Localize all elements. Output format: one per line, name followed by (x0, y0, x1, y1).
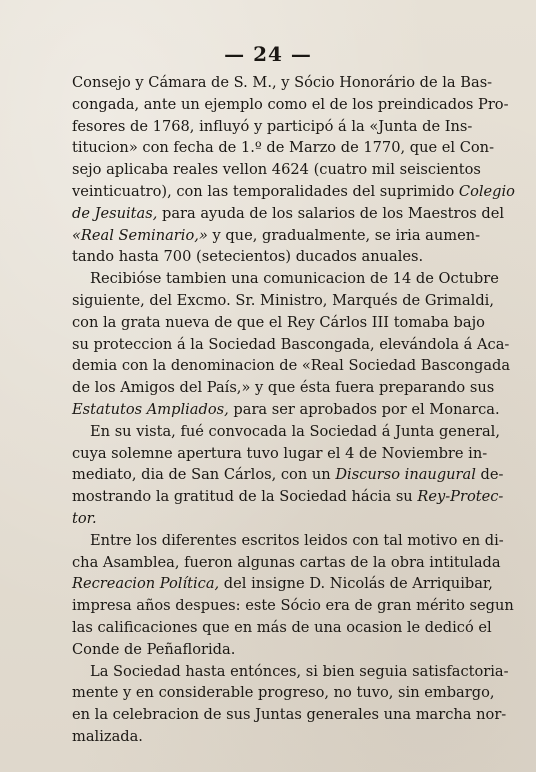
text-segment: siguiente, del Excmo. Sr. Ministro, Marqués de Grimaldi, (72, 291, 494, 309)
text-line (72, 203, 505, 225)
italic-text: Recreacion Política, (72, 575, 220, 593)
text-line (72, 72, 493, 94)
text-line (72, 726, 468, 748)
text-line (72, 290, 494, 312)
text-line (72, 137, 495, 159)
text-line (72, 464, 504, 486)
text-line (72, 377, 495, 399)
text-line (72, 508, 468, 530)
text-segment: mostrando la gratitud de la Sociedad hácia su (72, 488, 418, 506)
text-line (72, 94, 509, 116)
text-line (72, 116, 473, 138)
text-segment: malizada. (72, 727, 143, 745)
text-segment: para ser aprobados por el Monarca. (228, 400, 500, 418)
italic-text: Colegio (458, 182, 515, 200)
text-line (72, 355, 511, 377)
text-line (72, 573, 493, 595)
text-segment: La Sociedad hasta entónces, si bien seguia satisfactoria- (90, 662, 509, 680)
text-segment: del insigne D. Nicolás de Arriquibar, (219, 575, 493, 593)
italic-text: Discurso inaugural (335, 466, 476, 484)
text-line (72, 682, 495, 704)
text-segment: Entre los diferentes escritos leidos con tal motivo en di- (90, 531, 504, 549)
text-line (72, 486, 504, 508)
text-segment: impresa años despues: este Sócio era de gran mérito segun (72, 597, 514, 615)
text-segment: de- (475, 466, 504, 484)
body-text (72, 72, 515, 748)
text-line (72, 552, 501, 574)
text-line (72, 268, 499, 290)
text-line (72, 159, 481, 181)
text-segment: tando hasta 700 (setecientos) ducados anuales. (72, 248, 424, 266)
page-number: — 24 — (224, 42, 312, 66)
text-segment: Consejo y Cámara de S. M., y Sócio Honorário de la Bas- (72, 74, 493, 91)
italic-text: Rey-Protec- (417, 488, 504, 506)
italic-text: «Real Seminario,» (72, 226, 208, 244)
text-segment: cha Asamblea, fueron algunas cartas de la obra intitulada (72, 553, 501, 571)
text-line (72, 661, 509, 683)
text-segment: demia con la denominacion de «Real Sociedad Bascongada (72, 357, 511, 375)
text-line (72, 312, 485, 334)
text-segment: veinticuatro), con las temporalidades del suprimido (72, 182, 459, 200)
text-line (72, 639, 468, 661)
text-segment: sejo aplicaba reales vellon 4624 (cuatro mil seiscientos (72, 161, 481, 179)
text-segment: su proteccion á la Sociedad Bascongada, elevándola á Aca- (72, 335, 510, 353)
italic-text: Estatutos Ampliados, (72, 400, 229, 418)
text-line (72, 530, 504, 552)
text-segment: En su vista, fué convocada la Sociedad á Junta general, (90, 422, 500, 440)
text-segment: para ayuda de los salarios de los Maestros del (157, 204, 505, 222)
text-segment: fesores de 1768, influyó y participó á la «Junta de Ins- (72, 117, 473, 135)
text-line (72, 421, 500, 443)
text-segment: de los Amigos del País,» y que ésta fuera preparando sus (72, 379, 495, 397)
text-line (72, 595, 514, 617)
text-line (72, 334, 510, 356)
italic-text: tor. (72, 509, 97, 527)
italic-text: de Jesuitas, (72, 204, 158, 222)
text-line (72, 225, 481, 247)
text-segment: y que, gradualmente, se iria aumen- (207, 226, 481, 244)
text-line (72, 617, 492, 639)
text-line (72, 246, 468, 268)
text-segment: las calificaciones que en más de una ocasion le dedicó el (72, 618, 492, 636)
text-segment: mediato, dia de San Cárlos, con un (72, 466, 336, 484)
text-segment: titucion» con fecha de 1.º de Marzo de 1770, que el Con- (72, 139, 495, 157)
text-line (72, 399, 500, 421)
text-line (72, 181, 515, 203)
text-segment: en la celebracion de sus Juntas generales una marcha nor- (72, 706, 507, 724)
text-segment: congada, ante un ejemplo como el de los preindicados Pro- (72, 95, 509, 113)
text-segment: Recibióse tambien una comunicacion de 14 de Octubre (90, 270, 499, 288)
text-segment: Conde de Peñaflorida. (72, 640, 236, 658)
text-segment: con la grata nueva de que el Rey Cárlos III tomaba bajo (72, 313, 485, 331)
text-line (72, 443, 488, 465)
text-segment: cuya solemne apertura tuvo lugar el 4 de Noviembre in- (72, 444, 488, 462)
text-segment: mente y en considerable progreso, no tuvo, sin embargo, (72, 684, 495, 702)
text-line (72, 704, 507, 726)
